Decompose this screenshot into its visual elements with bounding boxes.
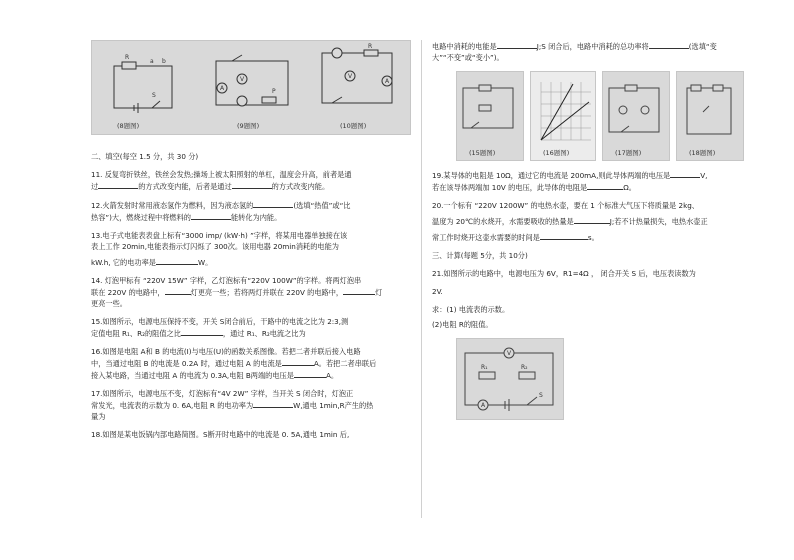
svg-text:A: A — [220, 85, 225, 92]
q20 — [432, 200, 772, 243]
q17-blank-1[interactable] — [253, 399, 293, 408]
svg-text:V: V — [240, 76, 245, 83]
q20-blank-1[interactable] — [574, 215, 610, 224]
q18-text-2: 电路中消耗的电能是 — [432, 42, 497, 51]
q20-blank-2[interactable] — [540, 231, 588, 240]
q13-text-3: kW.h, 它的电功率是 — [91, 258, 156, 267]
q16-text-5: A。 — [325, 371, 339, 380]
q19-text-4: Ω。 — [623, 183, 636, 192]
q21-text-2: 2V. — [432, 287, 443, 296]
svg-text:S: S — [539, 392, 543, 399]
q17-text-4: 量为 — [91, 412, 106, 421]
caption-fig18: (18题图) — [689, 149, 716, 157]
q19-blank-2[interactable] — [587, 181, 623, 190]
q19 — [432, 169, 772, 193]
q17-text-3: W,通电 1min,R产生的热 — [293, 401, 374, 410]
section-3-heading: 三、计算(每题 5分，共 10分) — [432, 251, 528, 260]
q17-text-1: 17.如图所示，电源电压不变，灯泡标有“4V 2W” 字样，当开关 S 闭合时，灯泡正 — [91, 389, 354, 398]
caption-fig16: (16题图) — [543, 149, 570, 157]
q11 — [91, 169, 409, 192]
q11-blank-2[interactable] — [232, 180, 272, 189]
q12-text-2: (选填“热值”或“比 — [293, 201, 351, 210]
q11-blank-1[interactable] — [98, 180, 138, 189]
q20-text-3: J;若不计热量损失，电热水壶正 — [609, 217, 708, 226]
q20-text-4: 常工作时烧开这壶水需要的时间是 — [432, 233, 540, 242]
q16-text-1: 16.如图是电阻 A和 B 的电流(I)与电压(U)的函数关系图像。若把二者并联后接入电路 — [91, 347, 361, 356]
q11-text-4: 的方式改变内能。 — [271, 182, 330, 191]
section-3 — [432, 250, 772, 330]
q18 — [91, 429, 409, 440]
q18-blank-1[interactable] — [497, 40, 537, 49]
figure-16-photo — [530, 71, 596, 161]
q20-text-1: 20.一个标有 “220V 1200W” 的电热水壶，要在 1 个标准大气压下将质量是 2kg、 — [432, 201, 699, 210]
svg-text:a: a — [150, 58, 154, 65]
figure-21-photo — [456, 338, 564, 420]
svg-text:A: A — [385, 78, 390, 85]
q11-text-2: 过 — [91, 182, 99, 191]
q16-blank-2[interactable] — [294, 369, 326, 378]
q15-text-2: 定值电阻 R₁、R₂的阻值之比 — [91, 329, 181, 338]
q13-blank-1[interactable] — [156, 256, 198, 265]
q15-blank-1[interactable] — [181, 327, 223, 336]
svg-text:b: b — [162, 58, 166, 65]
q12-text-3: 热容”)大，燃烧过程中将燃料的 — [91, 213, 191, 222]
q20-text-5: s。 — [587, 233, 599, 242]
q16-text-2: 中，当通过电阻 B 的电流是 0.2A 时，通过电阻 A 的电流是 — [91, 359, 282, 368]
svg-text:P: P — [272, 88, 276, 95]
figure-18-photo — [676, 71, 744, 161]
q19-text-3: 若在该导体两端加 10V 的电压，此导体的电阻是 — [432, 183, 588, 192]
svg-text:R: R — [368, 43, 373, 50]
q14 — [91, 275, 409, 309]
q17-text-2: 常发光，电流表的示数为 0. 6A,电阻 R 的电功率为 — [91, 401, 254, 410]
svg-text:V: V — [507, 350, 512, 357]
q18-continued — [432, 40, 772, 63]
q12-blank-2[interactable] — [191, 211, 231, 220]
right-column — [432, 40, 772, 420]
svg-text:S: S — [152, 92, 156, 99]
circuit-fig18 — [677, 72, 743, 160]
figure-15-photo — [456, 71, 524, 161]
q21-text-1: 21.如图所示的电路中，电源电压为 6V，R1=4Ω ， 闭合开关 S 后，电压表读数为 — [432, 269, 696, 278]
q12-blank-1[interactable] — [253, 199, 293, 208]
q18-text-5: 大”“不变”或“变小”)。 — [432, 53, 504, 62]
q13 — [91, 230, 409, 268]
left-column — [91, 40, 409, 440]
q21-text-4: (2)电阻 R的阻值。 — [432, 320, 493, 329]
q12-text-4: 能转化为内能。 — [230, 213, 282, 222]
q14-blank-1[interactable] — [165, 286, 191, 295]
q13-text-1: 13.电子式电能表表盘上标有“3000 imp/ (kW·h) ”字样，将某用电器单独接在该 — [91, 231, 348, 240]
figures-15-18 — [432, 71, 772, 163]
caption-fig15: (15题图) — [469, 149, 496, 157]
circuit-fig21 — [457, 339, 563, 419]
svg-text:V: V — [348, 73, 353, 80]
svg-text:R: R — [125, 54, 130, 61]
q11-text-1: 11. 反复弯折铁丝，铁丝会发热;操场上被太阳照射的单杠，温度会升高，前者是通 — [91, 170, 352, 179]
q15-text-3: ，通过 R₁、R₂电流之比为 — [222, 329, 306, 338]
q14-blank-2[interactable] — [343, 286, 375, 295]
caption-fig10: (10题图) — [340, 122, 367, 130]
q14-text-5: 更亮一些。 — [91, 299, 127, 308]
q12-text-1: 12.火箭发射时常用液态氢作为燃料，因为液态氢的 — [91, 201, 254, 210]
circuit-fig15 — [457, 72, 523, 160]
caption-fig17: (17题图) — [615, 149, 642, 157]
q16 — [91, 346, 409, 381]
q14-text-4: 灯 — [375, 288, 383, 297]
question-block-left — [91, 151, 409, 440]
q14-text-1: 14. 灯泡甲标有 “220V 15W” 字样，乙灯泡标有“220V 100W”的字样。将两灯泡串 — [91, 276, 362, 285]
q11-text-3: 的方式改变内能，后者是通过 — [138, 182, 232, 191]
q18-text-4: (选填“变 — [688, 42, 717, 51]
figure-17-photo — [602, 71, 670, 161]
q13-text-4: W。 — [197, 258, 213, 267]
q19-blank-1[interactable] — [670, 169, 700, 178]
graph-fig16 — [531, 72, 595, 160]
figures-8-10-photo — [91, 40, 411, 135]
caption-fig9: (9题图) — [237, 122, 260, 130]
q12 — [91, 199, 409, 223]
q18-blank-2[interactable] — [649, 40, 689, 49]
q18-text-3: J;S 闭合后，电路中消耗的总功率将 — [536, 42, 649, 51]
q13-text-2: 表上工作 20min,电能表指示灯闪烁了 300次。该用电器 20min消耗的电能为 — [91, 242, 339, 251]
q19-text-2: V, — [700, 171, 708, 180]
q20-text-2: 温度为 20℃的水烧开，水需要吸收的热量是 — [432, 217, 574, 226]
q16-blank-1[interactable] — [282, 357, 314, 366]
q21-text-3: 求：(1) 电流表的示数。 — [432, 305, 510, 314]
svg-text:R₂: R₂ — [521, 364, 528, 371]
circuit-fig17 — [603, 72, 669, 160]
caption-fig8: (8题图) — [117, 122, 140, 130]
q16-text-4: 接入某电路，当通过电阻 A 的电流为 0.3A,电阻 B两端的电压是 — [91, 371, 294, 380]
q15-text-1: 15.如图所示，电源电压保持不变，开关 S闭合前后，干路中的电流之比为 2:3,测 — [91, 317, 349, 326]
q17 — [91, 388, 409, 422]
svg-text:R₁: R₁ — [481, 364, 488, 371]
q14-text-3: 灯更亮一些；若将两灯并联在 220V 的电路中， — [190, 288, 344, 297]
section-2-heading: 二、填空(每空 1.5 分，共 30 分) — [91, 152, 199, 161]
q14-text-2: 联在 220V 的电路中， — [91, 288, 165, 297]
q19-text-1: 19.某导体的电阻是 10Ω，通过它的电流是 200mA,则此导体两端的电压是 — [432, 171, 671, 180]
svg-text:A: A — [481, 402, 486, 409]
column-divider — [421, 40, 422, 518]
q15 — [91, 316, 409, 339]
q16-text-3: A。若把二者串联后 — [313, 359, 377, 368]
q18-text-1: 18.如图是某电饭锅内部电路简图。S断开时电路中的电流是 0. 5A,通电 1min 后, — [91, 430, 350, 439]
